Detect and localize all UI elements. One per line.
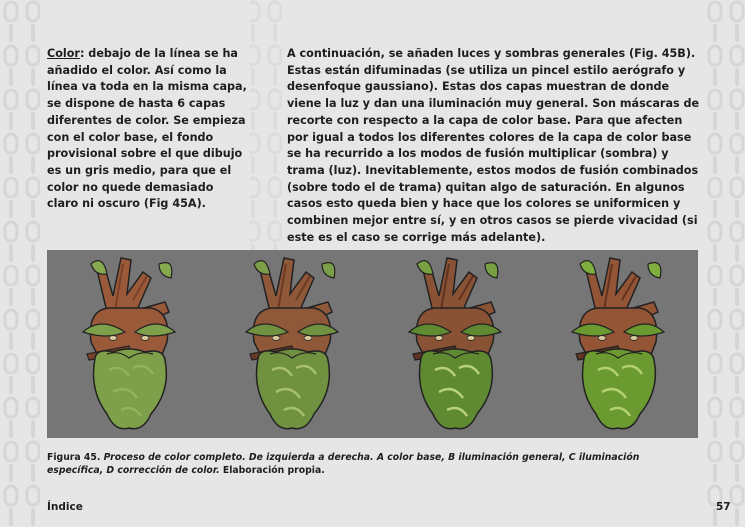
- right-text-column: A continuación, se añaden luces y sombras generales (Fig. 45B). Estas están difuminadas (se utiliza un pincel estilo aerógrafo y desenfoque gaussiano). Estas dos capas muestran de donde viene la luz y dan una iluminación muy general. Son máscaras de recorte con respecto a la capa de color base. Para que afecten por igual a todos los diferentes colores de la capa de color base se ha recurrido a los modos de fusión multiplicar (sombra) y trama (luz). Inevitablemente, estos modos de fusión combinados (sobre todo el de trama) quitan algo de saturación. En algunos casos esto queda bien y hace que los colores se uniformicen y combinen mejor entre sí, y en otros casos se pierde vivacidad (si este es el caso se corrige más adelante).: [287, 47, 700, 244]
- figure-caption: [47, 451, 697, 478]
- tree-face-stage-d: [536, 250, 699, 438]
- color-keyword: Color: [47, 47, 80, 60]
- tree-face-stage-a: [47, 250, 210, 438]
- figure-45-panel: [47, 250, 698, 438]
- index-link[interactable]: Índice: [47, 501, 83, 513]
- caption-source: Elaboración propia.: [219, 465, 325, 477]
- left-text-column: [47, 46, 247, 213]
- page-number: 57: [716, 501, 731, 513]
- tree-face-stage-c: [373, 250, 536, 438]
- caption-label: Figura 45.: [47, 452, 101, 463]
- tree-face-stage-b: [210, 250, 373, 438]
- caption-text: Proceso de color completo. De izquierda a derecha. A color base, B iluminación general, C iluminación específica, D corrección de color.: [47, 452, 640, 477]
- left-text-body: : debajo de la línea se ha añadido el color. Así como la línea va toda en la misma capa, se dispone de hasta 6 capas diferentes de color. Se empieza con el color base, el fondo provisional sobre el que dibujo es un gris medio, para que el color no quede demasiado claro ni oscuro (Fig 45A).: [47, 47, 247, 211]
